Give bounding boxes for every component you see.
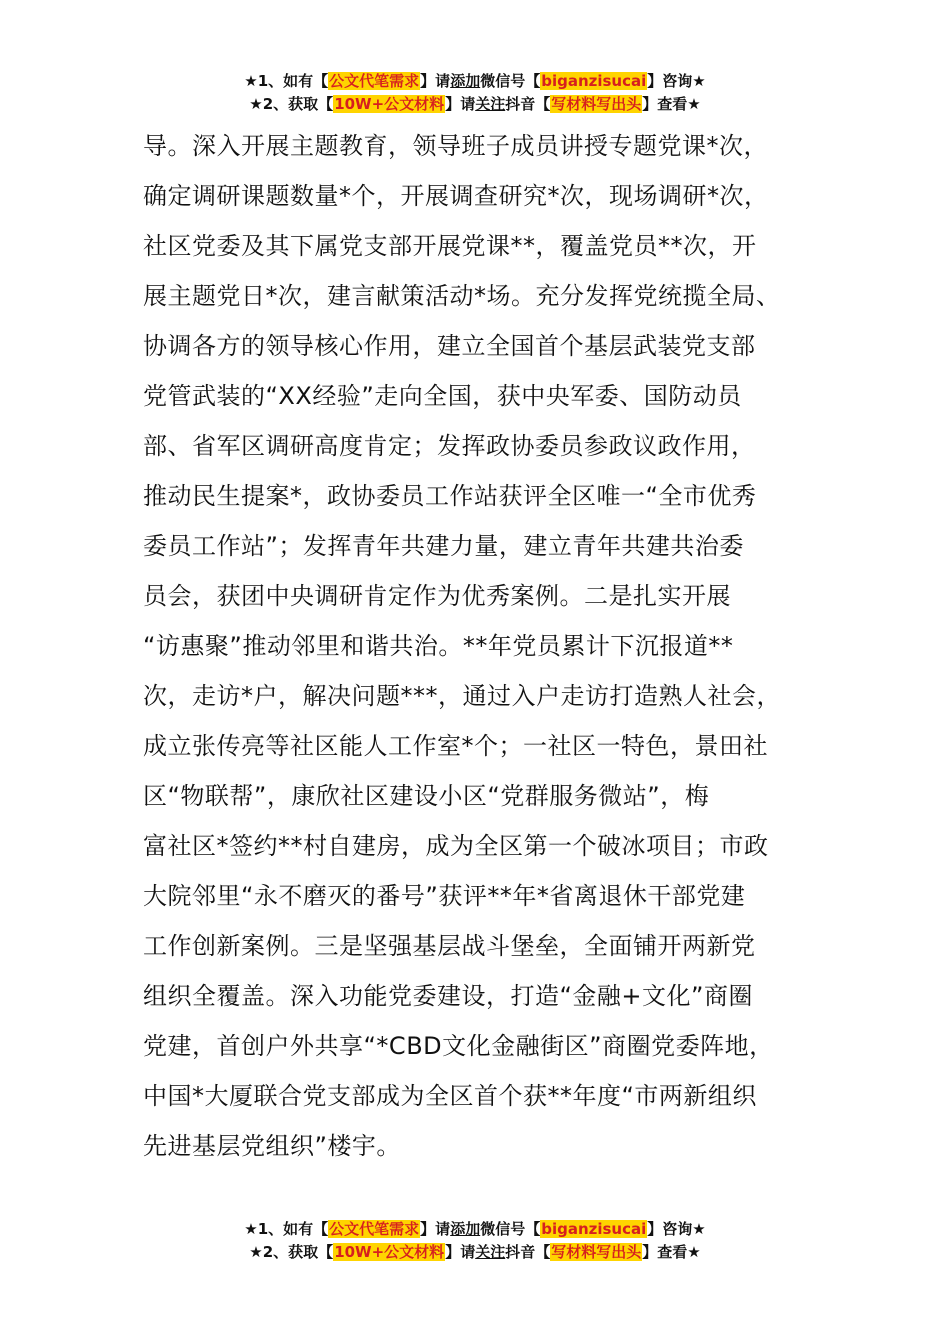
body-line: 部、省军区调研高度肯定；发挥政协委员参政议政作用， [143,432,756,460]
body-line: 党管武装的“XX经验”走向全国，获中央军委、国防动员 [143,382,742,410]
service-highlight: 公文代笔需求 [329,1220,420,1238]
banner-line-1: ★1、如有【公文代笔需求】请添加微信号【biganzisucai】咨询★ [244,1220,706,1238]
document-body [143,121,843,1171]
body-line: 富社区*签约**村自建房，成为全区第一个破冰项目；市政 [143,832,769,860]
body-line: 党建，首创户外共享“*CBD文化金融街区”商圈党委阵地， [143,1032,774,1060]
footer-banner [0,1218,950,1264]
body-line: 导。深入开展主题教育，领导班子成员讲授专题党课*次， [143,132,768,160]
wechat-id-highlight: biganzisucai [541,1220,647,1238]
service-highlight: 公文代笔需求 [329,72,420,90]
banner-line-1: ★1、如有【公文代笔需求】请添加微信号【biganzisucai】咨询★ [244,72,706,90]
material-highlight: 10W+公文材料 [334,1243,445,1261]
banner-line-2: ★2、获取【10W+公文材料】请关注抖音【写材料写出头】查看★ [249,1243,701,1261]
material-highlight: 10W+公文材料 [334,95,445,113]
body-line: 组织全覆盖。深入功能党委建设，打造“金融+文化”商圈 [143,982,753,1010]
body-line: 成立张传亮等社区能人工作室*个；一社区一特色，景田社 [143,732,768,760]
body-line: 员会，获团中央调研肯定作为优秀案例。二是扎实开展 [143,582,731,610]
body-line: 社区党委及其下属党支部开展党课**，覆盖党员**次，开 [143,232,757,260]
body-line: 协调各方的领导核心作用，建立全国首个基层武装党支部 [143,332,756,360]
body-line: 委员工作站”；发挥青年共建力量，建立青年共建共治委 [143,532,744,560]
body-line: 先进基层党组织”楼宇。 [143,1132,401,1160]
body-line: 区“物联帮”，康欣社区建设小区“党群服务微站”，梅 [143,782,710,810]
body-line: 中国*大厦联合党支部成为全区首个获**年度“市两新组织 [143,1082,757,1110]
banner-line-2: ★2、获取【10W+公文材料】请关注抖音【写材料写出头】查看★ [249,95,701,113]
body-line: “访惠聚”推动邻里和谐共治。**年党员累计下沉报道** [143,632,734,660]
body-line: 工作创新案例。三是坚强基层战斗堡垒，全面铺开两新党 [143,932,756,960]
body-line: 推动民生提案*，政协委员工作站获评全区唯一“全市优秀 [143,482,757,510]
wechat-id-highlight: biganzisucai [541,72,647,90]
body-line: 次，走访*户，解决问题***，通过入户走访打造熟人社会， [143,682,781,710]
douyin-id-highlight: 写材料写出头 [551,95,642,113]
body-line: 确定调研课题数量*个，开展调查研究*次，现场调研*次， [143,182,769,210]
body-line: 大院邻里“永不磨灭的番号”获评**年*省离退休干部党建 [143,882,746,910]
douyin-id-highlight: 写材料写出头 [551,1243,642,1261]
header-banner [0,70,950,116]
body-line: 展主题党日*次，建言献策活动*场。充分发挥党统揽全局、 [143,282,781,310]
